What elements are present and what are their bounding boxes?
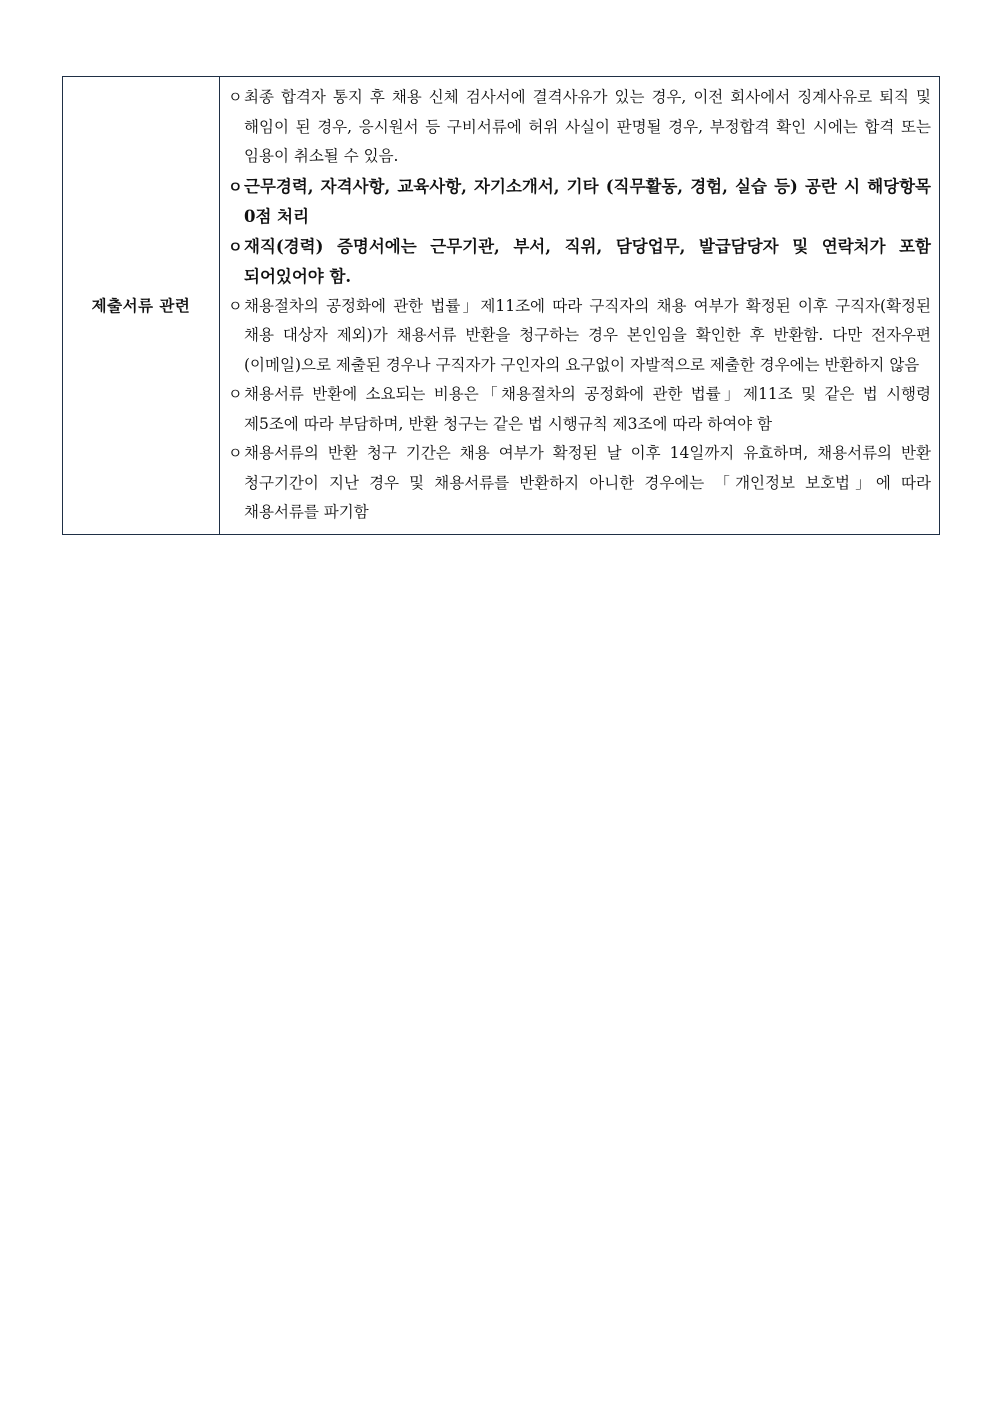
notice-text: 최종 합격자 통지 후 채용 신체 검사서에 결격사유가 있는 경우, 이전 회사에서 징계사유로 퇴직 및 해임이 된 경우, 응시원서 등 구비서류에 허위 사실이 판명될 경우, 부정합격 확인 시에는 합격 또는 임용이 취소될 수 있음. xyxy=(244,88,931,165)
notice-text: 재직(경력) 증명서에는 근무기관, 부서, 직위, 담당업무, 발급담당자 및 연락처가 포함 되어있어야 함. xyxy=(244,236,931,286)
notice-item-6 xyxy=(228,439,931,528)
bullet-circle-icon: ㅇ xyxy=(228,177,243,196)
notice-text: 채용서류 반환에 소요되는 비용은「채용절차의 공정화에 관한 법률」제11조 및 같은 법 시행령 제5조에 따라 부담하며, 반환 청구는 같은 법 시행규칙 제3조에 따라 하여야 함 xyxy=(244,385,931,433)
notice-item-5 xyxy=(228,380,931,439)
notice-item-3 xyxy=(228,232,931,292)
table-row xyxy=(63,77,940,535)
notice-item-4 xyxy=(228,292,931,381)
notice-text: 채용서류의 반환 청구 기간은 채용 여부가 확정된 날 이후 14일까지 유효하며, 채용서류의 반환 청구기간이 지난 경우 및 채용서류를 반환하지 아니한 경우에는 「개인정보 보호법」에 따라 채용서류를 파기함 xyxy=(244,444,931,521)
notice-text: 채용절차의 공정화에 관한 법률」제11조에 따라 구직자의 채용 여부가 확정된 이후 구직자(확정된 채용 대상자 제외)가 채용서류 반환을 청구하는 경우 본인임을 확인한 후 반환함. 다만 전자우편(이메일)으로 제출된 경우나 구직자가 구인자의 요구없이 자발적으로 제출한 경우에는 반환하지 않음 xyxy=(244,296,931,374)
notice-item-1 xyxy=(228,83,931,172)
notice-item-2 xyxy=(228,172,931,232)
bullet-circle-icon: ㅇ xyxy=(228,237,243,256)
bullet-circle-icon: ㅇ xyxy=(228,385,243,403)
bullet-circle-icon: ㅇ xyxy=(228,444,243,462)
document-table xyxy=(62,76,940,535)
row-label: 제출서류 관련 xyxy=(63,77,220,535)
bullet-circle-icon: ㅇ xyxy=(228,296,243,315)
bullet-circle-icon: ㅇ xyxy=(228,88,243,106)
notice-text: 근무경력, 자격사항, 교육사항, 자기소개서, 기타 (직무활동, 경험, 실습 등) 공란 시 해당항목 0점 처리 xyxy=(244,176,931,226)
row-content xyxy=(220,77,940,535)
